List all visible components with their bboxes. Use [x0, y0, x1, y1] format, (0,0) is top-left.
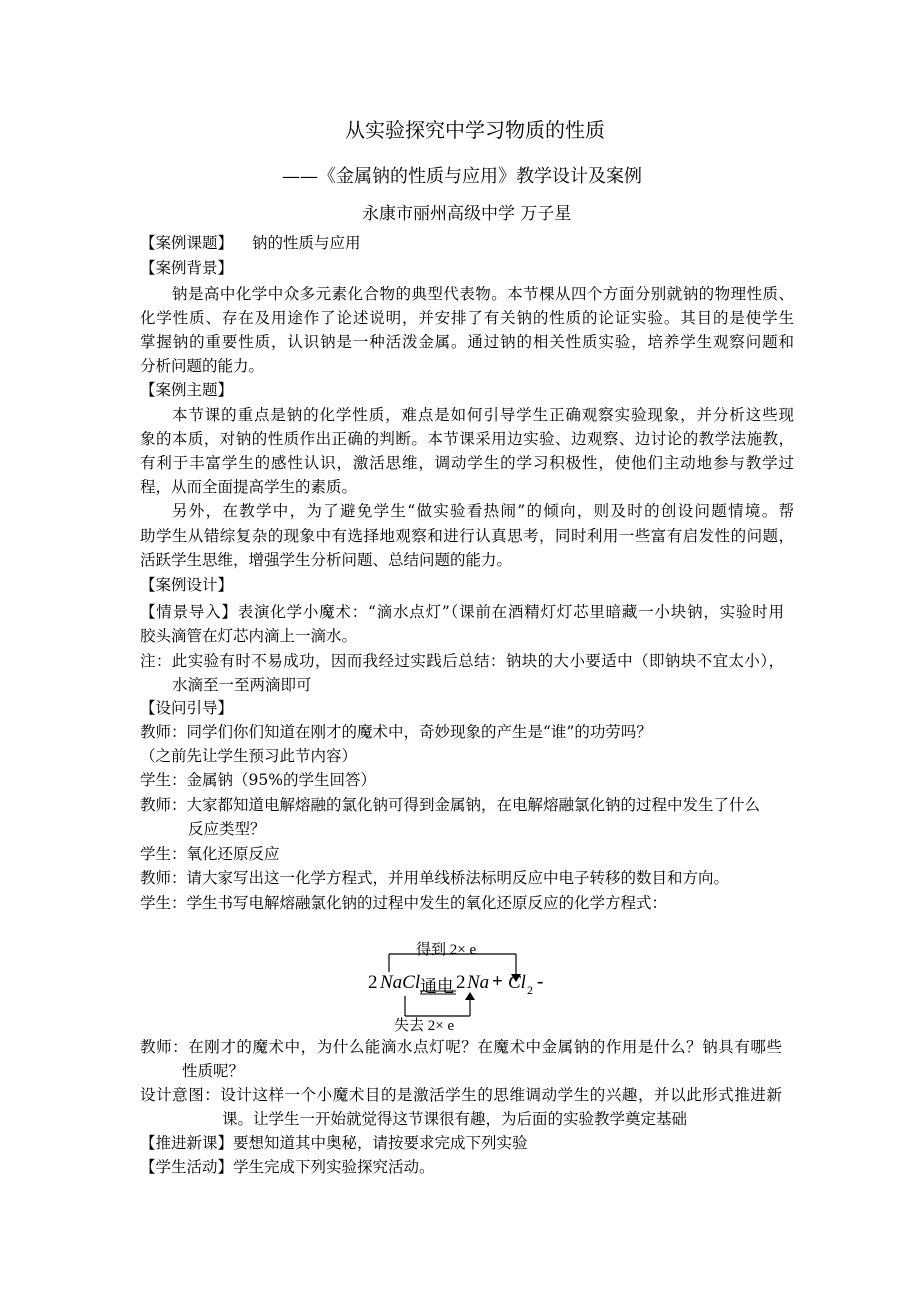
- dialogue-line: 学生：金属钠（95%的学生回答）: [140, 771, 376, 789]
- paragraph-line: 有利于丰富学生的感性认识，激活思维，调动学生的学习积极性，使他们主动地参与教学过: [140, 454, 794, 472]
- dialogue-line: 学生：学生书写电解熔融氯化钠的过程中发生的氧化还原反应的化学方程式：: [140, 894, 668, 912]
- intro-line: 【情景导入】表演化学小魔术：“滴水点灯”（课前在酒精灯灯芯里暗藏一小块钠，实验时用: [140, 603, 784, 621]
- after-line: 教师：在刚才的魔术中，为什么能滴水点灯呢？在魔术中金属钠的作用是什么？钠具有哪些: [140, 1038, 782, 1056]
- after-line: 性质呢？: [182, 1062, 245, 1080]
- equation-product: Cl: [508, 972, 526, 993]
- paragraph-line: 分析问题的能力。: [140, 357, 265, 375]
- note-line: 注：此实验有时不易成功，因而我经过实践后总结：钠块的大小要适中（即钠块不宜太小），: [140, 652, 784, 670]
- paragraph-line: 象的本质，对钠的性质作出正确的判断。本节课采用边实验、边观察、边讨论的教学法施教，: [140, 430, 794, 448]
- gas-mark: -: [537, 971, 544, 992]
- document-title: 从实验探究中学习物质的性质: [345, 118, 605, 142]
- intro-line: 胶头滴管在灯芯内滴上一滴水。: [140, 627, 358, 645]
- dialogue-line: 教师：大家都知道电解熔融的氯化钠可得到金属钠，在电解熔融氯化钠的过程中发生了什么: [140, 796, 761, 814]
- after-line: 【学生活动】学生完成下列实验探究活动。: [140, 1158, 435, 1176]
- equation-coefficient: 2: [368, 972, 378, 993]
- dialogue-line: 反应类型？: [188, 820, 266, 838]
- paragraph-line: 化学性质、存在及用途作了论述说明，并安排了有关钠的性质的论证实验。其目的是使学生: [140, 309, 794, 327]
- dialogue-line: 学生：氧化还原反应: [140, 845, 280, 863]
- topic-label: 【案例课题】: [140, 234, 234, 252]
- chemical-equation: [360, 936, 560, 1036]
- paragraph-line: 本节课的重点是钠的化学性质，难点是如何引导学生正确观察实验现象，并分析这些现: [172, 406, 794, 424]
- after-line: 课。让学生一开始就觉得这节课很有趣，为后面的实验教学奠定基础: [222, 1110, 688, 1128]
- dialogue-line: 教师：请大家写出这一化学方程式，并用单线桥法标明反应中电子转移的数目和方向。: [140, 869, 730, 887]
- dialogue-line: 教师：同学们你们知道在刚才的魔术中，奇妙现象的产生是“谁”的功劳吗？: [140, 723, 652, 741]
- topic-value: 钠的性质与应用: [252, 234, 361, 252]
- paragraph-line: 程，从而全面提高学生的素质。: [140, 478, 358, 496]
- lose-electrons-label: 失去 2× e: [394, 1018, 455, 1034]
- equation-product: Na: [467, 972, 490, 993]
- guide-heading: 【设问引导】: [140, 699, 234, 717]
- gain-electrons-label: 得到 2× e: [416, 942, 477, 958]
- paragraph-line: 钠是高中化学中众多元素化合物的典型代表物。本节棵从四个方面分别就钠的物理性质、: [172, 285, 794, 303]
- paragraph-line: 另外，在教学中，为了避免学生“做实验看热闹”的倾向，则及时的创设问题情境。帮: [172, 502, 794, 520]
- design-heading: 【案例设计】: [140, 576, 234, 594]
- theme-heading: 【案例主题】: [140, 381, 234, 399]
- equation-coefficient: 2: [456, 972, 466, 993]
- document-subtitle: ——《金属钠的性质与应用》教学设计及案例: [282, 166, 642, 187]
- dialogue-line: （之前先让学生预习此节内容）: [140, 747, 358, 765]
- after-line: 设计意图：设计这样一个小魔术目的是激活学生的思维调动学生的兴趣，并以此形式推进新: [140, 1086, 782, 1104]
- note-line: 水滴至一至两滴即可: [172, 676, 312, 694]
- equation-plus: +: [492, 971, 503, 992]
- author-line: 永康市丽州高级中学 万子星: [362, 204, 572, 224]
- equation-reactant: NaCl: [380, 972, 421, 993]
- background-heading: 【案例背景】: [140, 259, 234, 277]
- after-line: 【推进新课】要想知道其中奥秘，请按要求完成下列实验: [140, 1134, 528, 1152]
- paragraph-line: 掌握钠的重要性质，认识钠是一种活泼金属。通过钠的相关性质实验，培养学生观察问题和: [140, 333, 794, 351]
- paragraph-line: 活跃学生思维，增强学生分析问题、总结问题的能力。: [140, 551, 513, 569]
- paragraph-line: 助学生从错综复杂的现象中有选择地观察和进行认真思考，同时利用一些富有启发性的问题，: [140, 527, 794, 545]
- equation-subscript: 2: [527, 983, 533, 997]
- equation-condition: 通电: [420, 977, 454, 997]
